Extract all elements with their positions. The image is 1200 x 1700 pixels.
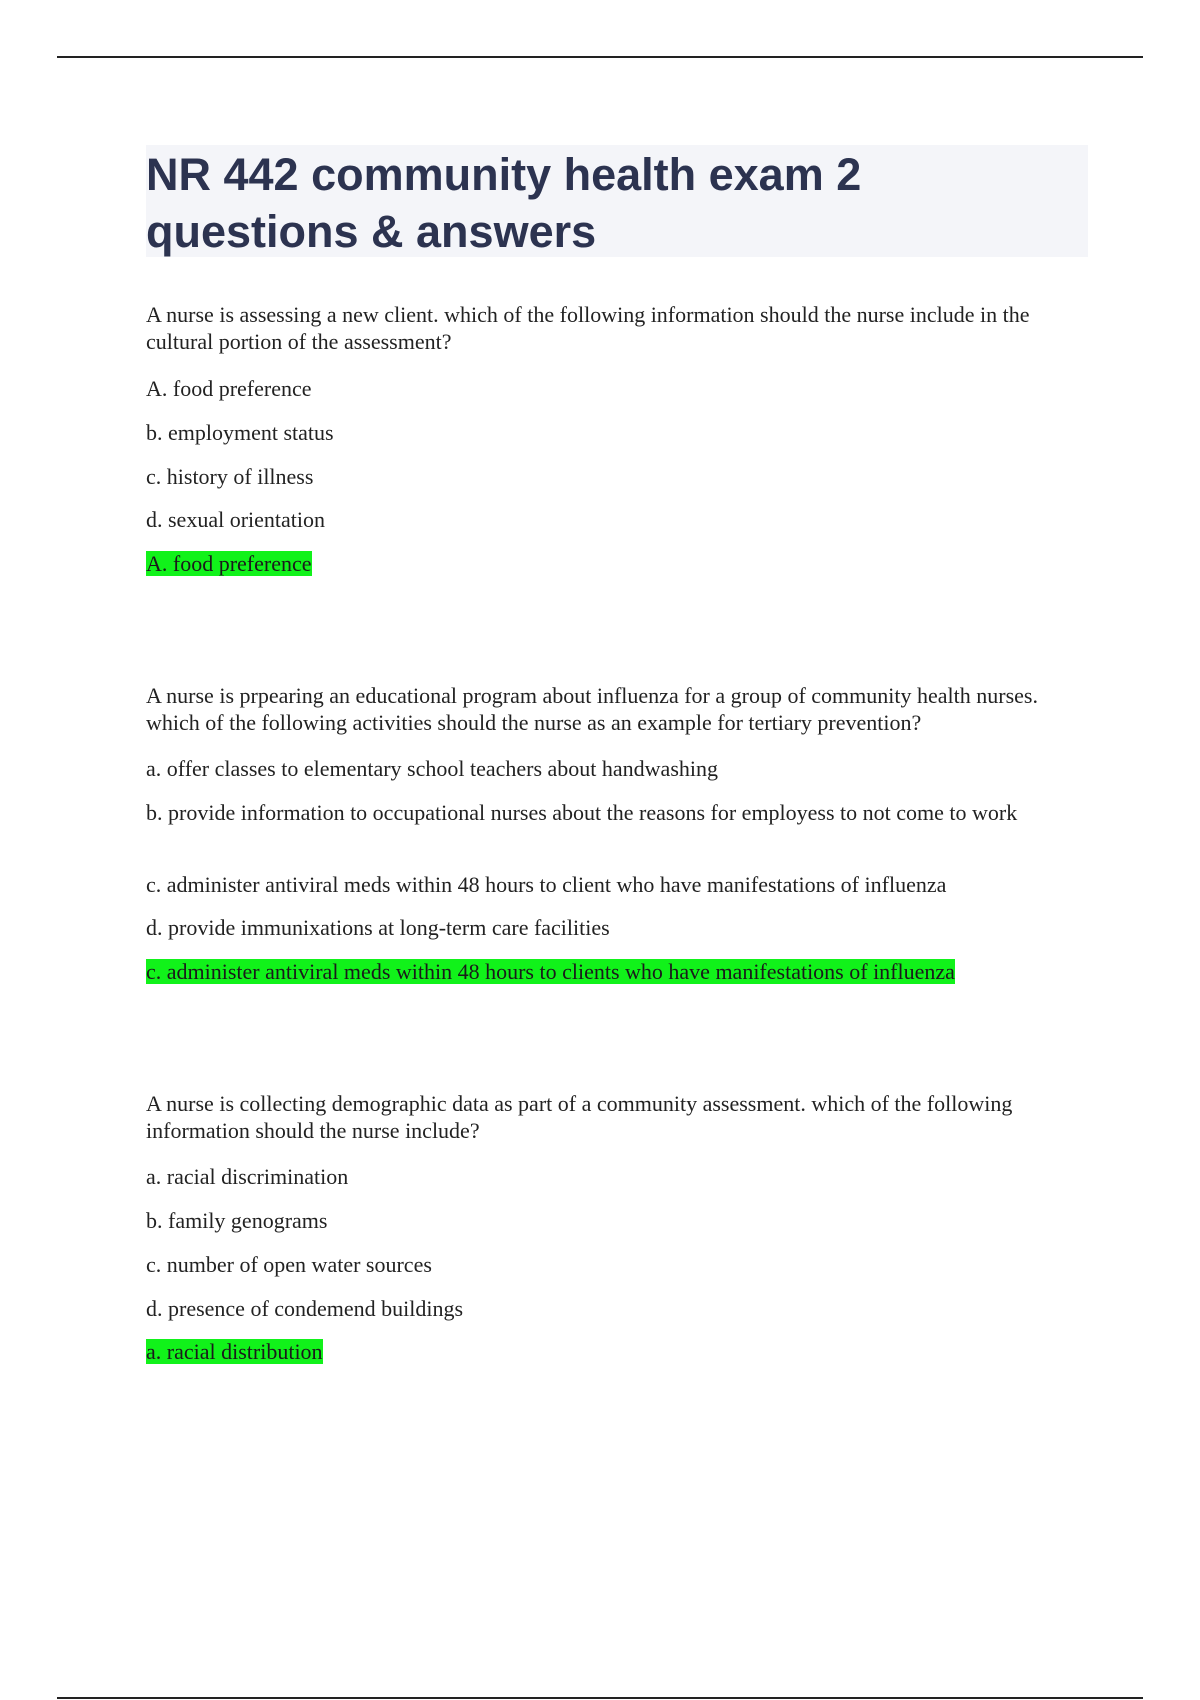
- question-1-option-a: A. food preference: [146, 376, 312, 401]
- question-2-answer: [146, 958, 955, 985]
- question-3-option-b: b. family genograms: [146, 1208, 328, 1233]
- question-3-answer: [146, 1338, 323, 1365]
- question-3-answer-highlight: a. racial distribution: [146, 1339, 323, 1364]
- question-1-prompt: A nurse is assessing a new client. which of the following information should the nurse include in the cultural portion of the assessment?: [146, 302, 1030, 354]
- question-2-option-c: c. administer antiviral meds within 48 hours to client who have manifestations of influenza: [146, 872, 947, 897]
- question-2-option-d: d. provide immunixations at long-term care facilities: [146, 915, 610, 940]
- question-2-prompt: A nurse is prpearing an educational program about influenza for a group of community health nurses. which of the following activities should the nurse as an example for tertiary prevention?: [146, 683, 1038, 735]
- question-3-option-c: c. number of open water sources: [146, 1252, 432, 1277]
- question-3-option-d: d. presence of condemend buildings: [146, 1296, 464, 1321]
- question-1-option-c: c. history of illness: [146, 464, 314, 489]
- document-title: NR 442 community health exam 2 questions & answers: [146, 149, 862, 257]
- question-1-answer: [146, 550, 312, 577]
- question-3-option-a: a. racial discrimination: [146, 1164, 349, 1189]
- question-2-answer-highlight: c. administer antiviral meds within 48 hours to clients who have manifestations of influenza: [146, 959, 955, 984]
- question-1-option-d: d. sexual orientation: [146, 507, 326, 532]
- question-1-answer-highlight: A. food preference: [146, 551, 312, 576]
- question-2-option-b: b. provide information to occupational nurses about the reasons for employess to not come to work: [146, 800, 1018, 825]
- question-3-prompt: A nurse is collecting demographic data as part of a community assessment. which of the following information should the nurse include?: [146, 1091, 1013, 1143]
- question-2-option-a: a. offer classes to elementary school teachers about handwashing: [146, 756, 718, 781]
- top-rule: [57, 56, 1143, 58]
- question-1-option-b: b. employment status: [146, 420, 334, 445]
- bottom-rule: [57, 1697, 1143, 1699]
